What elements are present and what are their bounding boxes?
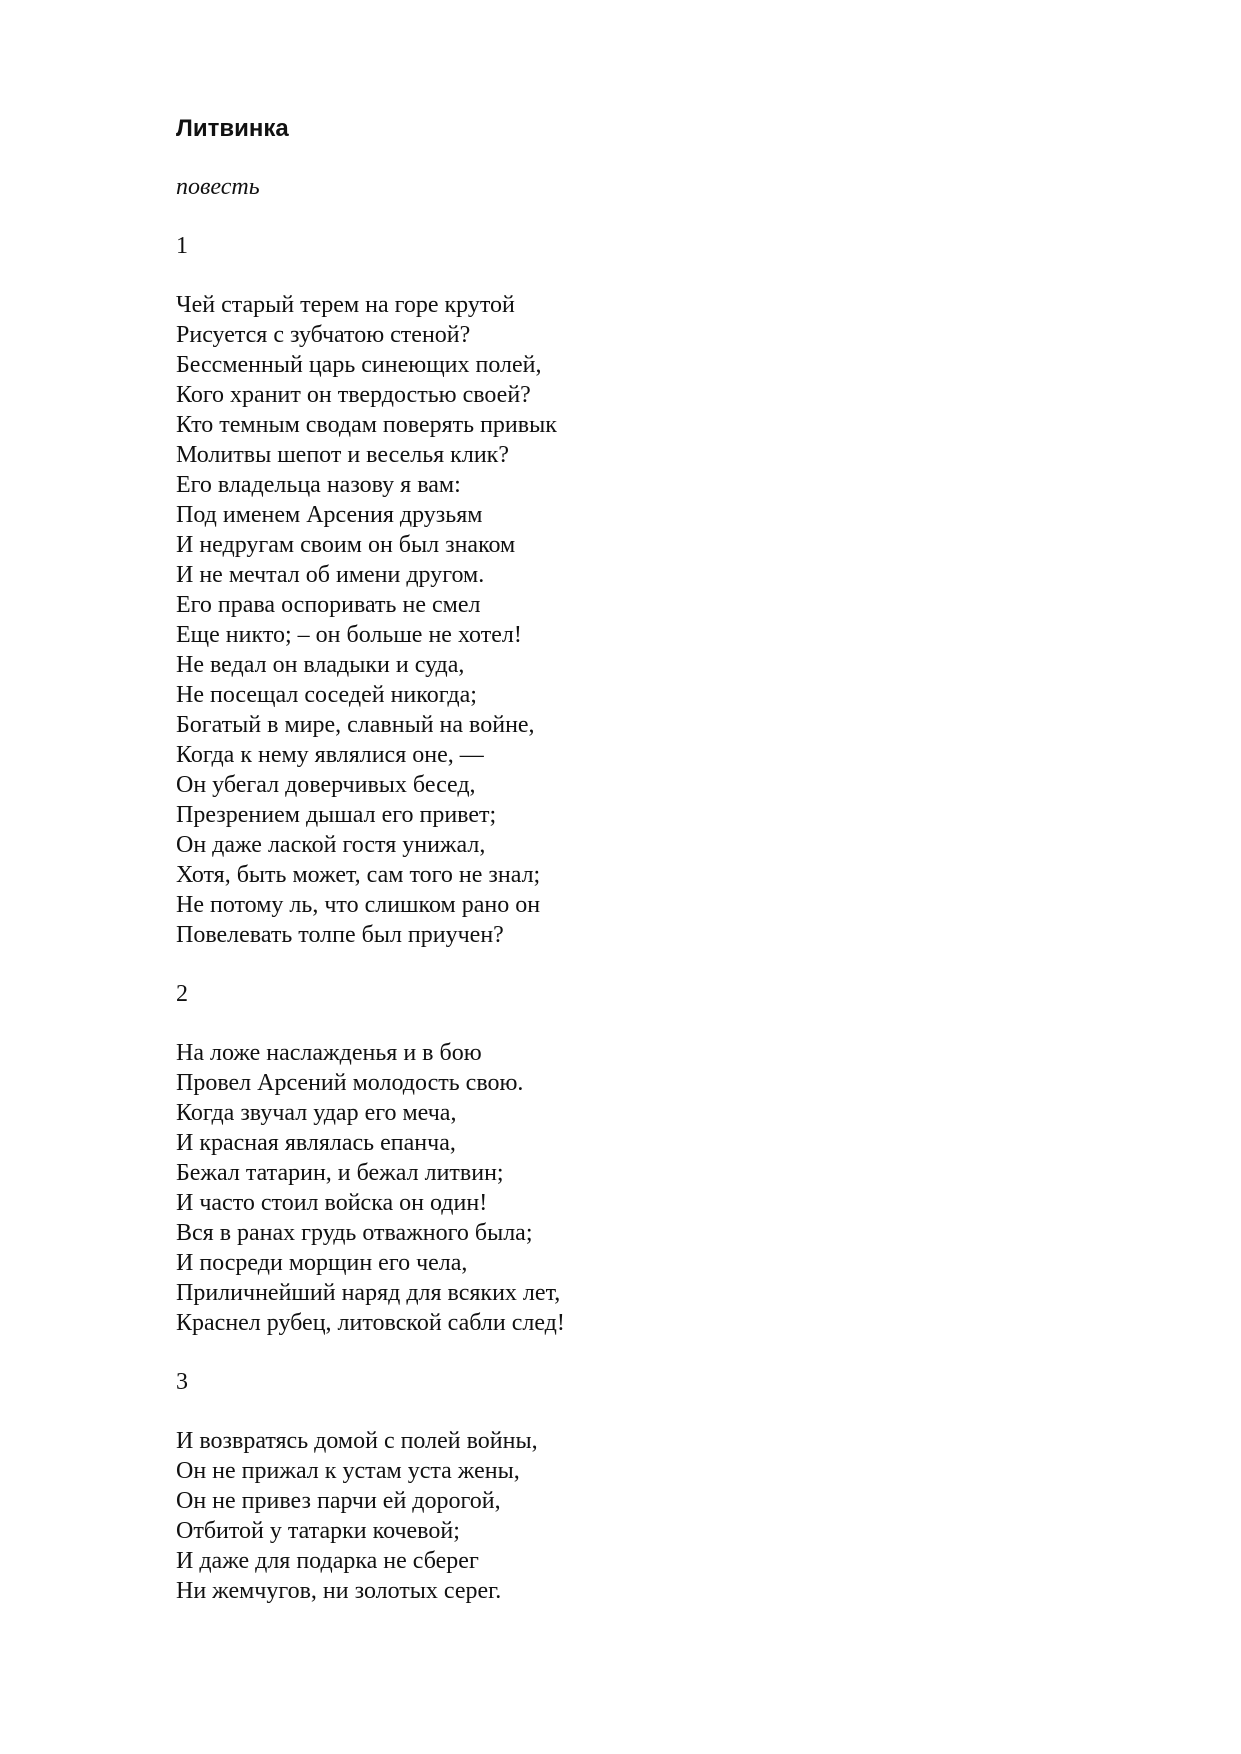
verse-line: Бежал татарин, и бежал литвин; bbox=[176, 1160, 504, 1186]
poem-section bbox=[176, 1367, 1076, 1606]
verse-line: Молитвы шепот и веселья клик? bbox=[176, 442, 509, 468]
stanza bbox=[176, 1038, 1076, 1338]
verse-line: Вся в ранах грудь отважного была; bbox=[176, 1220, 533, 1246]
verse-line: Не посещал соседей никогда; bbox=[176, 682, 477, 708]
verse-line: Он даже лаской гостя унижал, bbox=[176, 832, 486, 858]
verse-line: И не мечтал об имени другом. bbox=[176, 562, 485, 588]
verse-line: Хотя, быть может, сам того не знал; bbox=[176, 862, 541, 888]
document-content bbox=[176, 114, 1076, 1606]
document-subtitle: повесть bbox=[176, 174, 260, 200]
verse-line: И возвратясь домой с полей войны, bbox=[176, 1428, 538, 1454]
verse-line: Его права оспоривать не смел bbox=[176, 592, 481, 618]
verse-line: И даже для подарка не сберег bbox=[176, 1548, 479, 1574]
verse-line: Ни жемчугов, ни золотых серег. bbox=[176, 1578, 502, 1604]
poem-section bbox=[176, 231, 1076, 950]
verse-line: Под именем Арсения друзьям bbox=[176, 502, 483, 528]
verse-line: Рисуется с зубчатою стеной? bbox=[176, 322, 471, 348]
verse-line: Когда звучал удар его меча, bbox=[176, 1100, 457, 1126]
verse-line: Его владельца назову я вам: bbox=[176, 472, 461, 498]
verse-line: Он убегал доверчивых бесед, bbox=[176, 772, 476, 798]
verse-line: Кто темным сводам поверять привык bbox=[176, 412, 557, 438]
poem-sections bbox=[176, 231, 1076, 1606]
verse-line: Бессменный царь синеющих полей, bbox=[176, 352, 542, 378]
verse-line: И часто стоил войска он один! bbox=[176, 1190, 488, 1216]
verse-line: Повелевать толпе был приучен? bbox=[176, 922, 504, 948]
verse-line: И красная являлась епанча, bbox=[176, 1130, 456, 1156]
verse-line: Еще никто; – он больше не хотел! bbox=[176, 622, 522, 648]
verse-line: Провел Арсений молодость свою. bbox=[176, 1070, 524, 1096]
verse-line: Богатый в мире, славный на войне, bbox=[176, 712, 535, 738]
verse-line: И недругам своим он был знаком bbox=[176, 532, 516, 558]
section-number: 3 bbox=[176, 1369, 188, 1395]
section-number: 1 bbox=[176, 233, 188, 259]
section-number: 2 bbox=[176, 981, 188, 1007]
verse-line: Краснел рубец, литовской сабли след! bbox=[176, 1310, 565, 1336]
document-title: Литвинка bbox=[176, 115, 289, 142]
verse-line: Отбитой у татарки кочевой; bbox=[176, 1518, 460, 1544]
verse-line: Чей старый терем на горе крутой bbox=[176, 292, 515, 318]
verse-line: Не потому ль, что слишком рано он bbox=[176, 892, 541, 918]
verse-line: Презрением дышал его привет; bbox=[176, 802, 497, 828]
verse-line: На ложе наслажденья и в бою bbox=[176, 1040, 482, 1066]
verse-line: Не ведал он владыки и суда, bbox=[176, 652, 465, 678]
stanza bbox=[176, 1426, 1076, 1606]
verse-line: Кого хранит он твердостью своей? bbox=[176, 382, 531, 408]
verse-line: Он не привез парчи ей дорогой, bbox=[176, 1488, 501, 1514]
verse-line: Он не прижал к устам уста жены, bbox=[176, 1458, 520, 1484]
stanza bbox=[176, 290, 1076, 950]
verse-line: Приличнейший наряд для всяких лет, bbox=[176, 1280, 561, 1306]
poem-section bbox=[176, 979, 1076, 1338]
verse-line: И посреди морщин его чела, bbox=[176, 1250, 468, 1276]
verse-line: Когда к нему являлися оне, — bbox=[176, 742, 484, 768]
